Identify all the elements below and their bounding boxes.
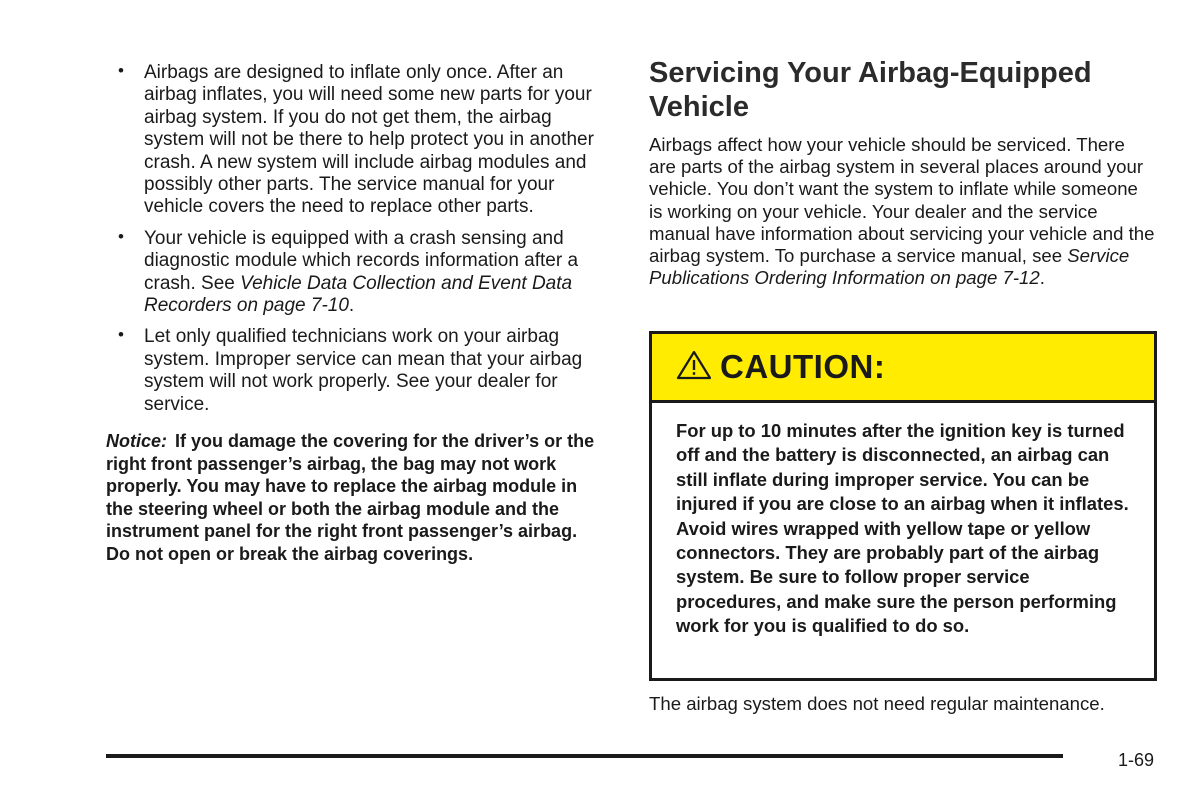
- caution-header: [652, 334, 1154, 403]
- caution-label: CAUTION:: [720, 348, 886, 385]
- service-publications-reference: Service Publications Ordering Information on page 7-12: [649, 245, 1130, 289]
- right-column: [649, 56, 1155, 289]
- bullet-text: .: [348, 295, 355, 317]
- bullet-item: [106, 62, 606, 219]
- bullet-mark: •: [118, 61, 124, 80]
- servicing-paragraph: [649, 134, 1155, 289]
- left-column: [106, 62, 606, 584]
- caution-box: [649, 331, 1157, 681]
- warning-triangle-icon: [676, 349, 712, 381]
- bullet-text: Airbags are designed to inflate only once. After an airbag inflates, you will need some new parts for your airbag system. If you do not get them, the airbag system will not be there to help protect you in another crash. A new system will include airbag modules and possibly other parts. The service manual for your vehicle covers the need to replace other parts.: [144, 62, 594, 218]
- bullet-item: [106, 326, 606, 416]
- page-number: 1-69: [1118, 750, 1155, 770]
- maintenance-note: The airbag system does not need regular maintenance.: [649, 693, 1105, 714]
- servicing-text-end: .: [1039, 267, 1045, 289]
- notice-label: Notice:: [106, 431, 168, 452]
- footer-rule: [106, 754, 1063, 758]
- notice-text: If you damage the covering for the driver’s or the right front passenger’s airbag, the bag may not work properly. You may have to replace the airbag module in the steering wheel or both the airbag module and the instrument panel for the right front passenger’s airbag. Do not open or break the airbag coverings.: [106, 431, 595, 565]
- bullet-mark: •: [118, 325, 124, 345]
- section-title: Servicing Your Airbag-Equipped Vehicle: [649, 57, 1092, 123]
- bullet-item: [106, 228, 606, 318]
- notice-paragraph: [106, 430, 606, 566]
- bullet-reference: Vehicle Data Collection and Event Data Recorders on page 7-10: [144, 272, 573, 317]
- servicing-text: Airbags affect how your vehicle should be serviced. There are parts of the airbag system in several places around your vehicle. You don’t want the system to inflate while someone is working on your vehicle. Your dealer and the service manual have information about servicing your vehicle and the airbag system. To purchase a service manual, see: [649, 134, 1155, 267]
- caution-text: For up to 10 minutes after the ignition key is turned off and the battery is disconnected, an airbag can still inflate during improper service. You can be injured if you are close to an airbag when it inflates. Avoid wires wrapped with yellow tape or yellow connectors. They are probably part of the airbag system. Be sure to follow proper service procedures, and make sure the person performing work for you is qualified to do so.: [676, 420, 1129, 637]
- bullet-text: Your vehicle is equipped with a crash sensing and diagnostic module which records information after a crash. See: [144, 227, 579, 294]
- bullet-text: Let only qualified technicians work on your airbag system. Improper service can mean that your airbag system will not work properly. See your dealer for service.: [144, 326, 583, 415]
- airbag-bullet-list: [106, 62, 606, 416]
- bullet-mark: •: [118, 226, 124, 246]
